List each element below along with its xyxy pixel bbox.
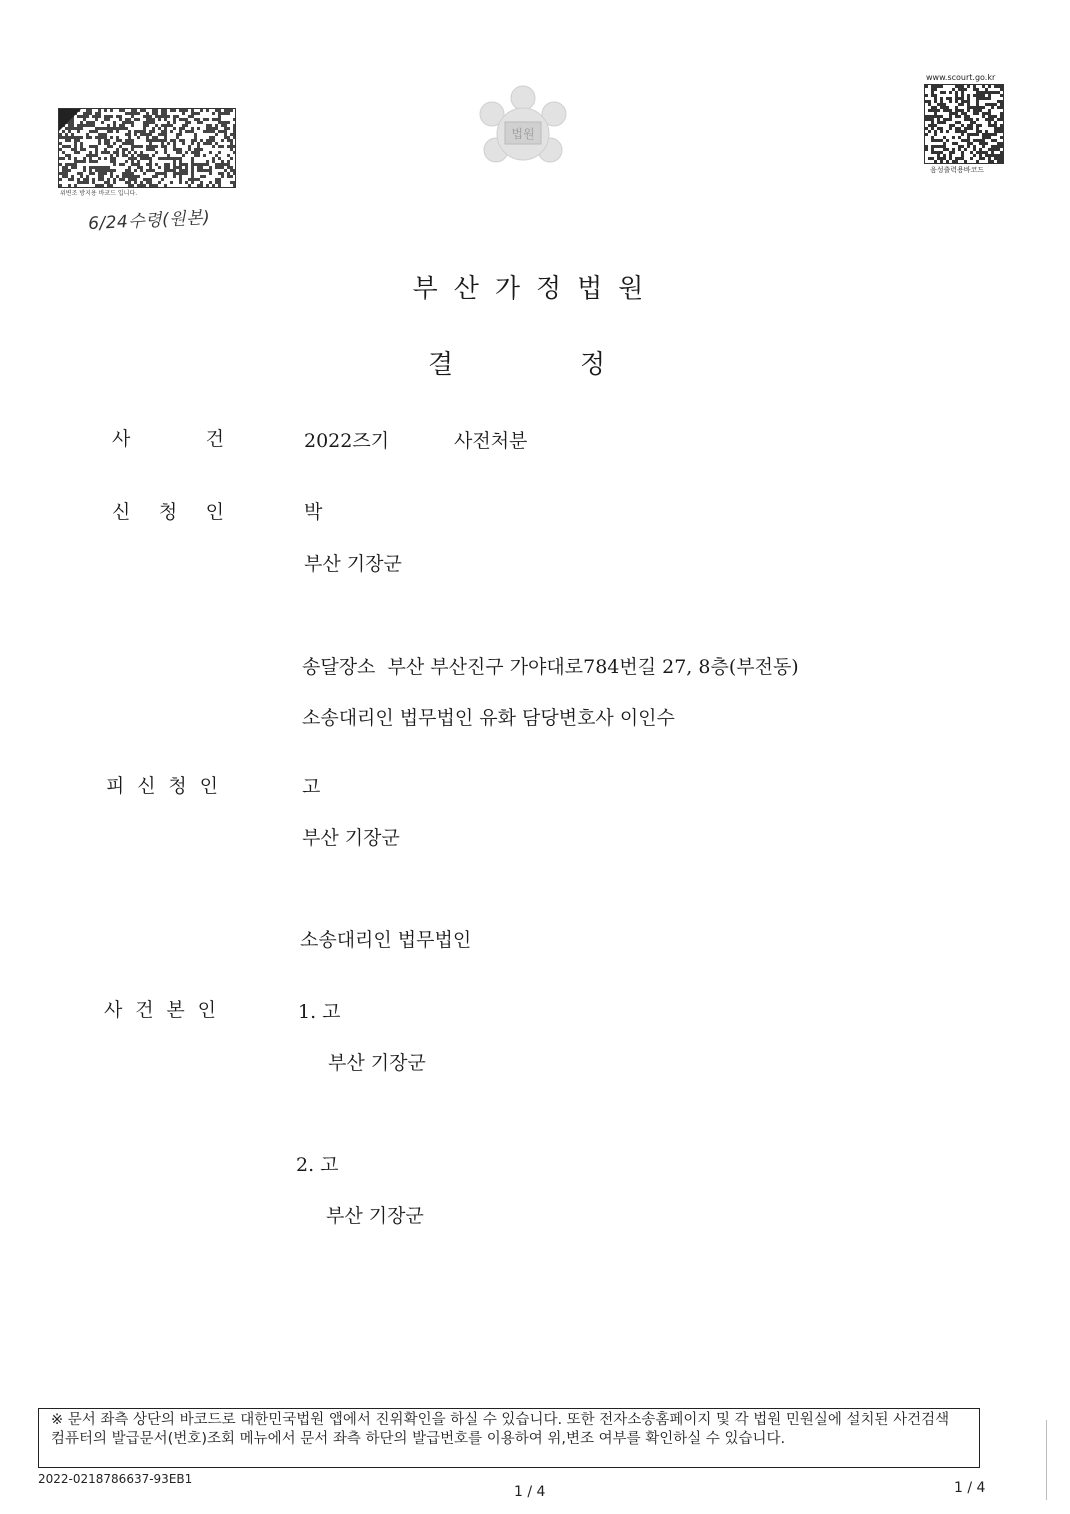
respondent-name: 고	[302, 776, 321, 798]
barcode-caption: 위변조 방지용 바코드 입니다.	[60, 190, 138, 197]
applicant-label	[112, 497, 224, 524]
label-char: 청	[158, 501, 178, 523]
page-number-right: 1 / 4	[954, 1480, 986, 1496]
applicant-counsel: 소송대리인 법무법인 유화 담당변호사 이인수	[302, 707, 675, 729]
label-char: 건	[135, 999, 154, 1021]
qr-caption: 음성출력용바코드	[930, 166, 985, 174]
anti-forgery-barcode	[58, 108, 236, 188]
principal-1-name: 1. 고	[298, 1001, 341, 1023]
handwritten-note: 6/24수령(원본)	[87, 207, 211, 235]
applicant-name: 박	[304, 501, 323, 523]
label-char: 사	[112, 428, 131, 450]
qr-code	[924, 84, 1004, 164]
barcode-pattern	[59, 109, 235, 187]
case-name: 사전처분	[454, 430, 528, 452]
page-number-center: 1 / 4	[514, 1484, 546, 1500]
verification-notice-box	[38, 1408, 980, 1468]
principal-2-address: 부산 기장군	[326, 1205, 424, 1227]
doc-title-right: 정	[580, 350, 606, 380]
label-char: 피	[106, 775, 125, 797]
scan-edge-line	[1046, 1420, 1047, 1500]
verification-notice: ※ 문서 좌측 상단의 바코드로 대한민국법원 앱에서 진위확인을 하실 수 있습니다. 또한 전자소송홈페이지 및 각 법원 민원실에 설치된 사건검색 컴퓨터의 발급문서(번호)조회 메뉴에서 문서 좌측 하단의 발급번호를 이용하여 위,변조 여부를 확인하실 수 있습니다.	[51, 1412, 950, 1447]
applicant-address: 부산 기장군	[304, 553, 402, 575]
label-char: 본	[166, 999, 185, 1021]
principal-2-name: 2. 고	[296, 1154, 339, 1176]
qr-url: www.scourt.go.kr	[926, 73, 996, 82]
label-char: 인	[205, 501, 224, 523]
respondent-counsel: 소송대리인 법무법인	[300, 929, 472, 951]
respondent-label	[106, 771, 218, 798]
label-char: 사	[104, 999, 123, 1021]
principal-1-address: 부산 기장군	[328, 1052, 426, 1074]
label-char: 인	[199, 775, 218, 797]
label-char: 신	[137, 775, 156, 797]
emblem-text: 법원	[511, 127, 535, 141]
label-char: 신	[112, 501, 131, 523]
issue-number: 2022-0218786637-93EB1	[38, 1472, 193, 1486]
case-label	[112, 424, 224, 451]
court-name: 부산가정법원	[412, 274, 660, 304]
qr-pattern	[925, 85, 1003, 163]
label-char: 청	[168, 775, 187, 797]
court-emblem-icon	[474, 84, 572, 182]
label-char: 인	[197, 999, 216, 1021]
principals-label	[104, 995, 216, 1022]
applicant-delivery: 송달장소 부산 부산진구 가야대로784번길 27, 8층(부전동)	[302, 656, 799, 678]
respondent-address: 부산 기장군	[302, 827, 400, 849]
label-char: 건	[205, 428, 224, 450]
case-number: 2022즈기	[304, 430, 390, 452]
doc-title-left: 결	[428, 350, 454, 380]
